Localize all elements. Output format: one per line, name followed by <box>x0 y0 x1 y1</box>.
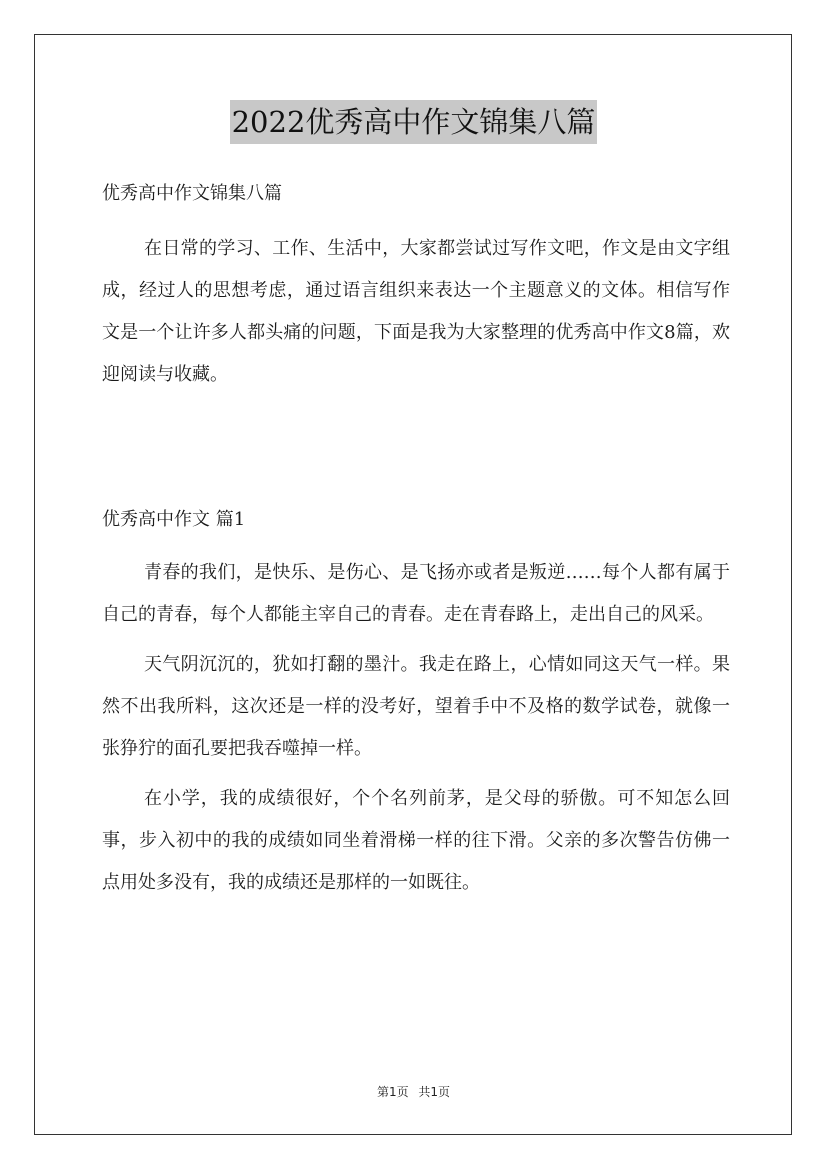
section-heading-block <box>102 506 730 534</box>
document-subtitle: 优秀高中作文锦集八篇 <box>102 183 282 204</box>
section-body <box>102 552 730 904</box>
section-heading: 优秀高中作文 篇1 <box>102 509 246 530</box>
page-total: 共1页 <box>418 1085 451 1099</box>
body-paragraph: 青春的我们，是快乐、是伤心、是飞扬亦或者是叛逆……每个人都有属于自己的青春，每个人都能主宰自己的青春。走在青春路上，走出自己的风采。 <box>102 562 730 625</box>
body-paragraph: 在小学，我的成绩很好，个个名列前茅，是父母的骄傲。可不知怎么回事，步入初中的我的成绩如同坐着滑梯一样的往下滑。父亲的多次警告仿佛一点用处多没有，我的成绩还是那样的一如既往。 <box>102 788 730 893</box>
intro-block <box>102 228 730 396</box>
subtitle-block <box>102 180 730 208</box>
document-title: 2022优秀高中作文锦集八篇 <box>230 100 598 144</box>
intro-paragraph: 在日常的学习、工作、生活中，大家都尝试过写作文吧，作文是由文字组成，经过人的思想考虑，通过语言组织来表达一个主题意义的文体。相信写作文是一个让许多人都头痛的问题，下面是我为大家整理的优秀高中作文8篇，欢迎阅读与收藏。 <box>102 238 730 385</box>
page-footer <box>0 1083 827 1100</box>
page-number: 第1页 <box>376 1085 409 1099</box>
body-paragraph: 天气阴沉沉的，犹如打翻的墨汁。我走在路上，心情如同这天气一样。果然不出我所料，这次还是一样的没考好，望着手中不及格的数学试卷，就像一张狰狞的面孔要把我吞噬掉一样。 <box>102 654 730 759</box>
title-wrap <box>0 100 827 144</box>
